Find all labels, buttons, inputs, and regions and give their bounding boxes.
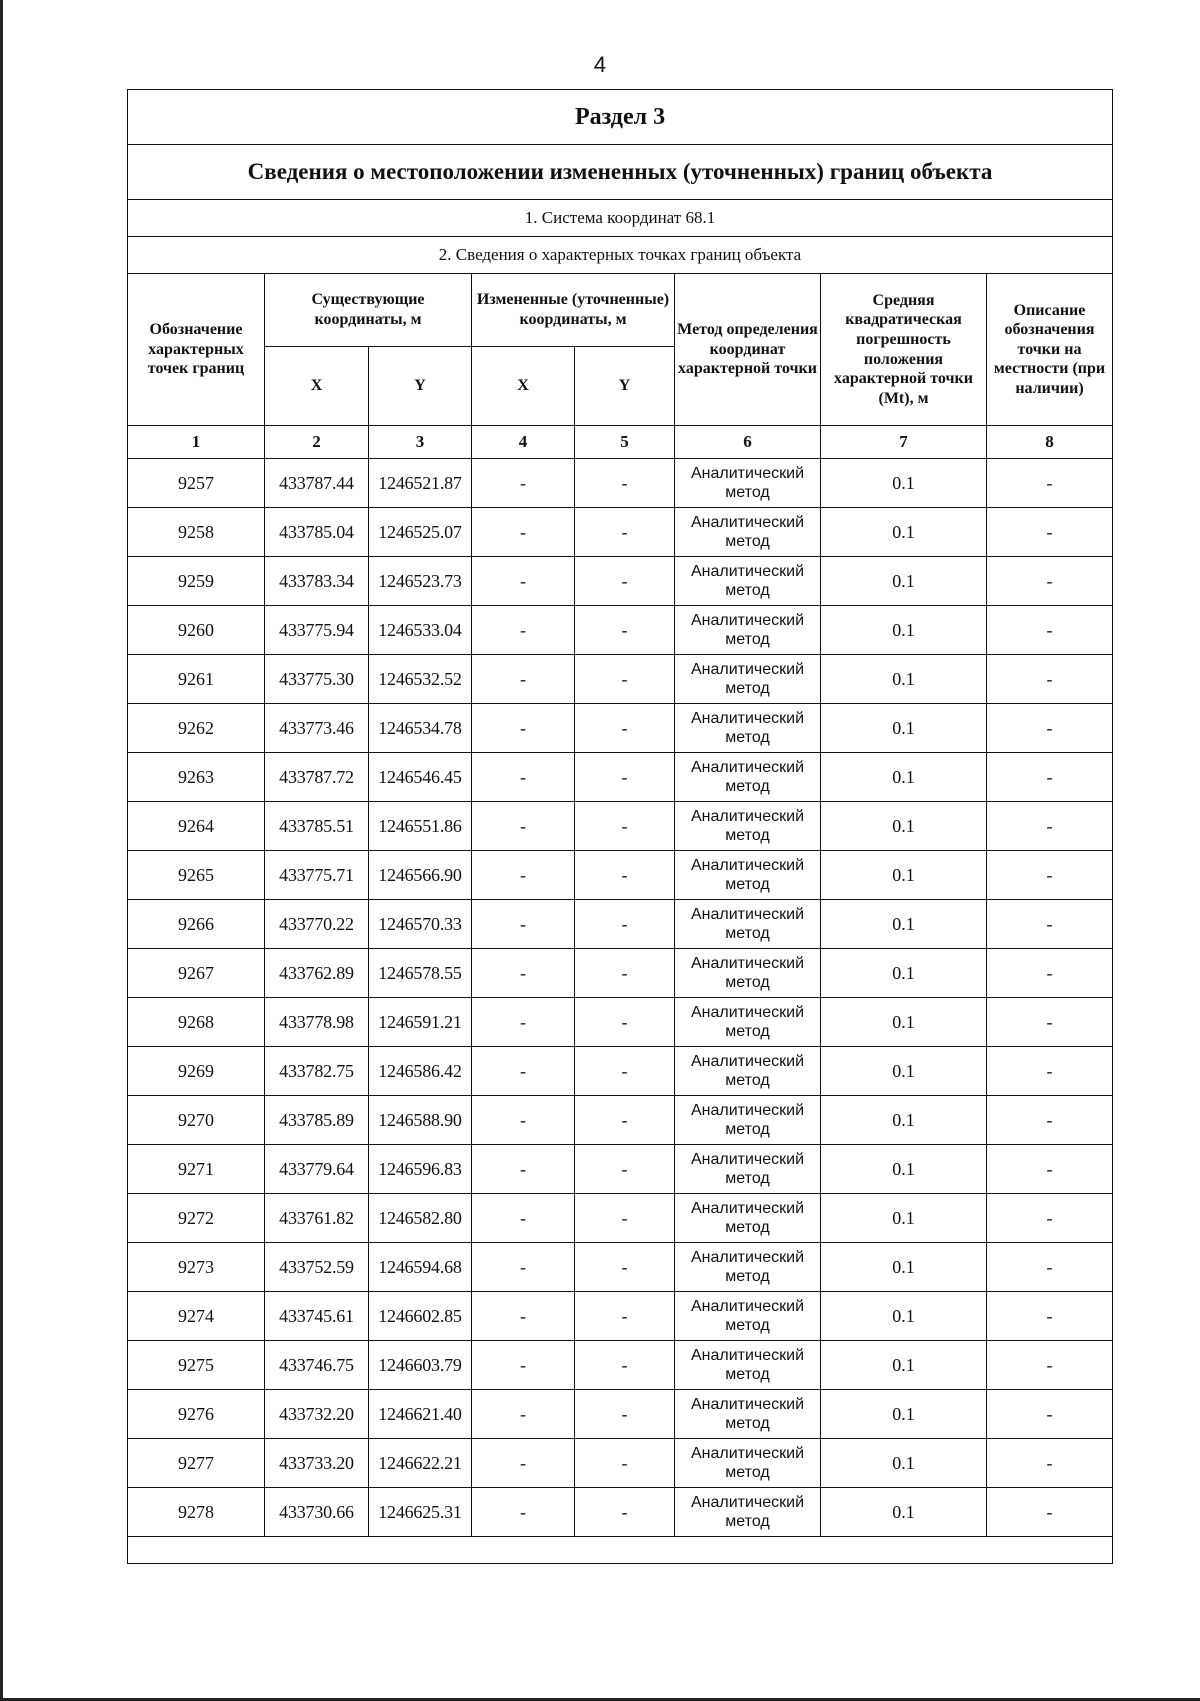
cell-existing-x: 433785.89	[265, 1096, 369, 1145]
header-existing-coords: Существующие координаты, м	[265, 274, 472, 347]
cell-existing-x: 433745.61	[265, 1292, 369, 1341]
table-row	[128, 1047, 1113, 1096]
cell-changed-y: -	[575, 900, 675, 949]
cell-changed-y: -	[575, 1439, 675, 1488]
cell-mean-error: 0.1	[821, 802, 987, 851]
cell-mean-error: 0.1	[821, 753, 987, 802]
cell-changed-x: -	[472, 1194, 575, 1243]
cell-existing-y: 1246588.90	[369, 1096, 472, 1145]
table-footer-row	[128, 1537, 1113, 1564]
cell-changed-x: -	[472, 851, 575, 900]
header-existing-y: Y	[369, 347, 472, 426]
boundary-points-table	[127, 89, 1113, 1564]
table-row	[128, 998, 1113, 1047]
cell-existing-y: 1246625.31	[369, 1488, 472, 1537]
table-row	[128, 1243, 1113, 1292]
cell-existing-y: 1246602.85	[369, 1292, 472, 1341]
cell-point: 9260	[128, 606, 265, 655]
cell-changed-x: -	[472, 1096, 575, 1145]
cell-method: Аналитический метод	[675, 1390, 821, 1439]
cell-existing-x: 433730.66	[265, 1488, 369, 1537]
cell-changed-x: -	[472, 1145, 575, 1194]
cell-existing-y: 1246551.86	[369, 802, 472, 851]
cell-mean-error: 0.1	[821, 1292, 987, 1341]
cell-point: 9267	[128, 949, 265, 998]
cell-point: 9275	[128, 1341, 265, 1390]
cell-point: 9270	[128, 1096, 265, 1145]
cell-existing-x: 433778.98	[265, 998, 369, 1047]
cell-existing-x: 433782.75	[265, 1047, 369, 1096]
cell-existing-x: 433732.20	[265, 1390, 369, 1439]
cell-existing-x: 433787.72	[265, 753, 369, 802]
cell-changed-y: -	[575, 1145, 675, 1194]
cell-mean-error: 0.1	[821, 508, 987, 557]
cell-existing-y: 1246533.04	[369, 606, 472, 655]
cell-mean-error: 0.1	[821, 459, 987, 508]
cell-changed-x: -	[472, 949, 575, 998]
header-point-designation: Обозначение характерных точек границ	[128, 274, 265, 426]
cell-existing-x: 433752.59	[265, 1243, 369, 1292]
cell-mean-error: 0.1	[821, 851, 987, 900]
cell-method: Аналитический метод	[675, 1341, 821, 1390]
cell-changed-x: -	[472, 655, 575, 704]
table-row	[128, 557, 1113, 606]
cell-point: 9272	[128, 1194, 265, 1243]
cell-changed-y: -	[575, 704, 675, 753]
cell-existing-y: 1246521.87	[369, 459, 472, 508]
table-row	[128, 459, 1113, 508]
cell-changed-y: -	[575, 1488, 675, 1537]
column-number: 7	[821, 426, 987, 459]
cell-changed-y: -	[575, 851, 675, 900]
cell-point: 9257	[128, 459, 265, 508]
table-row	[128, 851, 1113, 900]
cell-existing-y: 1246546.45	[369, 753, 472, 802]
cell-method: Аналитический метод	[675, 557, 821, 606]
cell-description: -	[987, 1488, 1113, 1537]
cell-description: -	[987, 1292, 1113, 1341]
cell-existing-x: 433783.34	[265, 557, 369, 606]
cell-existing-y: 1246566.90	[369, 851, 472, 900]
cell-changed-y: -	[575, 1243, 675, 1292]
cell-changed-y: -	[575, 1096, 675, 1145]
cell-description: -	[987, 557, 1113, 606]
cell-changed-y: -	[575, 655, 675, 704]
cell-description: -	[987, 753, 1113, 802]
cell-changed-x: -	[472, 1390, 575, 1439]
cell-mean-error: 0.1	[821, 1194, 987, 1243]
cell-changed-x: -	[472, 459, 575, 508]
cell-method: Аналитический метод	[675, 900, 821, 949]
table-row	[128, 655, 1113, 704]
cell-point: 9264	[128, 802, 265, 851]
table-row	[128, 606, 1113, 655]
column-number: 4	[472, 426, 575, 459]
cell-existing-y: 1246570.33	[369, 900, 472, 949]
cell-point: 9274	[128, 1292, 265, 1341]
cell-method: Аналитический метод	[675, 998, 821, 1047]
cell-changed-x: -	[472, 1439, 575, 1488]
cell-mean-error: 0.1	[821, 998, 987, 1047]
cell-point: 9273	[128, 1243, 265, 1292]
cell-existing-y: 1246525.07	[369, 508, 472, 557]
coordinate-system: 1. Система координат 68.1	[128, 200, 1113, 237]
cell-changed-y: -	[575, 802, 675, 851]
cell-method: Аналитический метод	[675, 1194, 821, 1243]
cell-existing-y: 1246534.78	[369, 704, 472, 753]
cell-point: 9262	[128, 704, 265, 753]
cell-method: Аналитический метод	[675, 1145, 821, 1194]
cell-changed-x: -	[472, 753, 575, 802]
cell-description: -	[987, 1243, 1113, 1292]
cell-point: 9261	[128, 655, 265, 704]
cell-point: 9278	[128, 1488, 265, 1537]
cell-point: 9269	[128, 1047, 265, 1096]
cell-method: Аналитический метод	[675, 704, 821, 753]
cell-changed-y: -	[575, 557, 675, 606]
cell-description: -	[987, 704, 1113, 753]
table-row	[128, 508, 1113, 557]
page-number: 4	[593, 52, 607, 77]
cell-existing-y: 1246591.21	[369, 998, 472, 1047]
cell-mean-error: 0.1	[821, 1488, 987, 1537]
cell-existing-y: 1246621.40	[369, 1390, 472, 1439]
cell-method: Аналитический метод	[675, 1292, 821, 1341]
cell-method: Аналитический метод	[675, 1096, 821, 1145]
cell-method: Аналитический метод	[675, 655, 821, 704]
cell-mean-error: 0.1	[821, 949, 987, 998]
cell-existing-x: 433775.71	[265, 851, 369, 900]
cell-changed-x: -	[472, 1292, 575, 1341]
table-row	[128, 1145, 1113, 1194]
cell-existing-x: 433779.64	[265, 1145, 369, 1194]
cell-changed-x: -	[472, 1243, 575, 1292]
cell-description: -	[987, 998, 1113, 1047]
document-title: Сведения о местоположении измененных (уточненных) границ объекта	[128, 145, 1113, 200]
cell-point: 9265	[128, 851, 265, 900]
scan-left-edge	[0, 0, 3, 1701]
cell-changed-y: -	[575, 459, 675, 508]
cell-existing-y: 1246622.21	[369, 1439, 472, 1488]
cell-method: Аналитический метод	[675, 1439, 821, 1488]
cell-mean-error: 0.1	[821, 1439, 987, 1488]
cell-point: 9268	[128, 998, 265, 1047]
table-row	[128, 1439, 1113, 1488]
table-row	[128, 753, 1113, 802]
table-row	[128, 802, 1113, 851]
table-row	[128, 1292, 1113, 1341]
cell-existing-y: 1246532.52	[369, 655, 472, 704]
cell-description: -	[987, 1341, 1113, 1390]
cell-point: 9266	[128, 900, 265, 949]
cell-description: -	[987, 900, 1113, 949]
cell-existing-x: 433775.30	[265, 655, 369, 704]
cell-mean-error: 0.1	[821, 557, 987, 606]
cell-description: -	[987, 1145, 1113, 1194]
cell-existing-x: 433773.46	[265, 704, 369, 753]
header-mean-error: Средняя квадратическая погрешность положения характерной точки (Mt), м	[821, 274, 987, 426]
cell-changed-y: -	[575, 508, 675, 557]
table-row	[128, 1390, 1113, 1439]
cell-point: 9276	[128, 1390, 265, 1439]
table-row	[128, 1488, 1113, 1537]
cell-description: -	[987, 1096, 1113, 1145]
header-method: Метод определения координат характерной точки	[675, 274, 821, 426]
cell-mean-error: 0.1	[821, 655, 987, 704]
column-number: 8	[987, 426, 1113, 459]
cell-existing-y: 1246523.73	[369, 557, 472, 606]
cell-changed-y: -	[575, 949, 675, 998]
cell-changed-x: -	[472, 557, 575, 606]
cell-changed-x: -	[472, 998, 575, 1047]
cell-description: -	[987, 1390, 1113, 1439]
cell-point: 9258	[128, 508, 265, 557]
cell-mean-error: 0.1	[821, 1047, 987, 1096]
cell-description: -	[987, 949, 1113, 998]
cell-description: -	[987, 1047, 1113, 1096]
cell-changed-x: -	[472, 1047, 575, 1096]
cell-description: -	[987, 459, 1113, 508]
cell-existing-x: 433787.44	[265, 459, 369, 508]
cell-method: Аналитический метод	[675, 949, 821, 998]
cell-existing-x: 433775.94	[265, 606, 369, 655]
cell-method: Аналитический метод	[675, 606, 821, 655]
cell-mean-error: 0.1	[821, 1145, 987, 1194]
cell-description: -	[987, 655, 1113, 704]
column-numbers-row	[128, 426, 1113, 459]
cell-changed-y: -	[575, 1194, 675, 1243]
cell-existing-x: 433733.20	[265, 1439, 369, 1488]
cell-mean-error: 0.1	[821, 900, 987, 949]
cell-description: -	[987, 802, 1113, 851]
table-row	[128, 900, 1113, 949]
cell-description: -	[987, 606, 1113, 655]
cell-method: Аналитический метод	[675, 802, 821, 851]
table-row	[128, 1194, 1113, 1243]
cell-existing-x: 433785.51	[265, 802, 369, 851]
cell-existing-y: 1246586.42	[369, 1047, 472, 1096]
cell-existing-x: 433761.82	[265, 1194, 369, 1243]
cell-changed-x: -	[472, 900, 575, 949]
column-number: 2	[265, 426, 369, 459]
cell-changed-y: -	[575, 1341, 675, 1390]
table-row	[128, 1096, 1113, 1145]
cell-existing-y: 1246578.55	[369, 949, 472, 998]
header-changed-coords: Измененные (уточненные) координаты, м	[472, 274, 675, 347]
cell-mean-error: 0.1	[821, 1341, 987, 1390]
cell-description: -	[987, 1439, 1113, 1488]
cell-method: Аналитический метод	[675, 459, 821, 508]
cell-method: Аналитический метод	[675, 851, 821, 900]
cell-changed-x: -	[472, 1341, 575, 1390]
cell-mean-error: 0.1	[821, 1096, 987, 1145]
cell-changed-x: -	[472, 704, 575, 753]
cell-method: Аналитический метод	[675, 1047, 821, 1096]
cell-method: Аналитический метод	[675, 1243, 821, 1292]
cell-changed-y: -	[575, 606, 675, 655]
cell-description: -	[987, 508, 1113, 557]
cell-point: 9263	[128, 753, 265, 802]
cell-changed-x: -	[472, 508, 575, 557]
cell-changed-y: -	[575, 1390, 675, 1439]
table-row	[128, 949, 1113, 998]
cell-existing-y: 1246596.83	[369, 1145, 472, 1194]
cell-changed-x: -	[472, 606, 575, 655]
points-info-caption: 2. Сведения о характерных точках границ объекта	[128, 237, 1113, 274]
cell-mean-error: 0.1	[821, 1243, 987, 1292]
cell-mean-error: 0.1	[821, 606, 987, 655]
cell-method: Аналитический метод	[675, 1488, 821, 1537]
cell-point: 9277	[128, 1439, 265, 1488]
column-number: 6	[675, 426, 821, 459]
cell-existing-x: 433785.04	[265, 508, 369, 557]
header-changed-y: Y	[575, 347, 675, 426]
cell-changed-x: -	[472, 1488, 575, 1537]
table-row	[128, 704, 1113, 753]
cell-method: Аналитический метод	[675, 508, 821, 557]
cell-method: Аналитический метод	[675, 753, 821, 802]
header-changed-x: X	[472, 347, 575, 426]
cell-existing-y: 1246582.80	[369, 1194, 472, 1243]
cell-existing-y: 1246594.68	[369, 1243, 472, 1292]
header-description: Описание обозначения точки на местности (при наличии)	[987, 274, 1113, 426]
cell-changed-y: -	[575, 998, 675, 1047]
cell-description: -	[987, 1194, 1113, 1243]
cell-existing-y: 1246603.79	[369, 1341, 472, 1390]
cell-description: -	[987, 851, 1113, 900]
cell-changed-y: -	[575, 1047, 675, 1096]
cell-existing-x: 433746.75	[265, 1341, 369, 1390]
table-row	[128, 1341, 1113, 1390]
cell-point: 9271	[128, 1145, 265, 1194]
table-footer-cell	[128, 1537, 1113, 1564]
cell-mean-error: 0.1	[821, 704, 987, 753]
column-number: 3	[369, 426, 472, 459]
cell-changed-y: -	[575, 753, 675, 802]
cell-point: 9259	[128, 557, 265, 606]
cell-changed-x: -	[472, 802, 575, 851]
cell-mean-error: 0.1	[821, 1390, 987, 1439]
cell-existing-x: 433770.22	[265, 900, 369, 949]
column-number: 1	[128, 426, 265, 459]
column-number: 5	[575, 426, 675, 459]
header-existing-x: X	[265, 347, 369, 426]
cell-existing-x: 433762.89	[265, 949, 369, 998]
cell-changed-y: -	[575, 1292, 675, 1341]
section-title: Раздел 3	[128, 90, 1113, 145]
